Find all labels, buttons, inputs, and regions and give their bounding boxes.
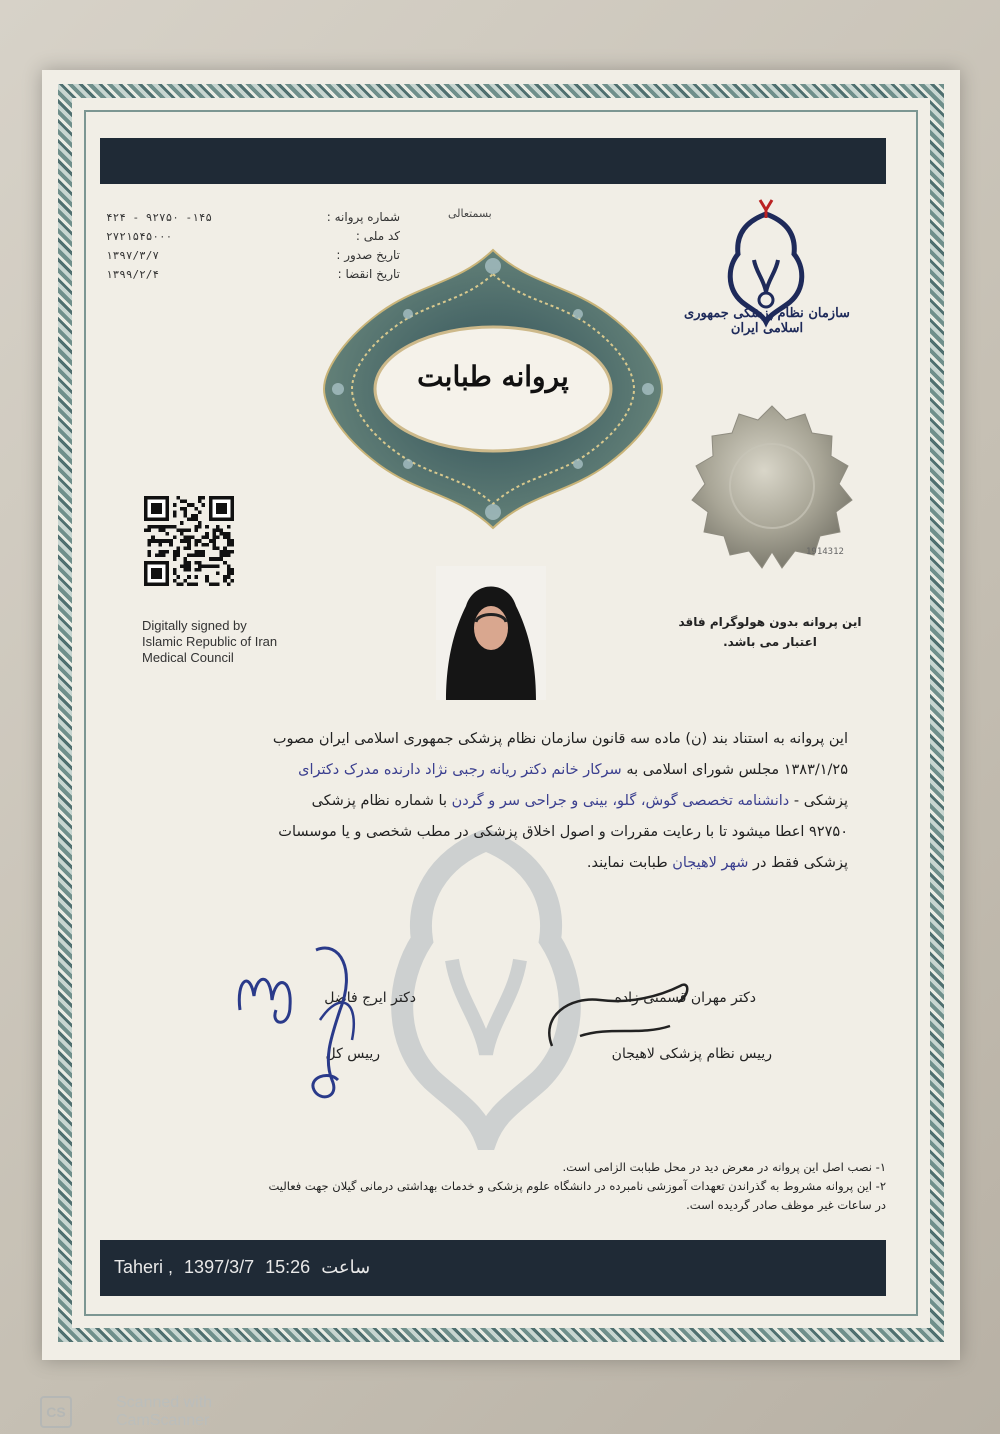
digital-sign-line2: Islamic Republic of Iran (142, 634, 278, 649)
qr-code (144, 496, 234, 586)
signature-right-icon (540, 966, 700, 1076)
body-line-3-a: پزشکی - (789, 793, 848, 809)
certificate-title: پروانه طبابت (417, 360, 569, 393)
meta-label-issue-date: تاریخ صدور : (336, 248, 400, 262)
digital-sign-line3: Medical Council (142, 650, 234, 665)
digital-sign-line1: Digitally signed by (142, 618, 247, 633)
body-line-5 (154, 848, 848, 879)
signatory-right-name: دکتر مهران قسمتی زاده (614, 990, 756, 1006)
issue-date-stamp: 1397/3/7 (184, 1257, 255, 1277)
body-line-5-c: طبابت نمایند. (586, 855, 673, 871)
meta-value-national-id: ۲۷۲۱۵۴۵۰۰۰ (106, 230, 173, 243)
specialty: دانشنامه تخصصی گوش، گلو، بینی و جراحی سر و گردن (451, 793, 790, 809)
note-2: ۲- این پروانه مشروط به گذراندن تعهدات آموزشی نامبرده در دانشگاه علوم پزشکی و خدمات بهداشتی درمانی گیلان جهت فعالیت (268, 1179, 886, 1193)
digital-signature-note (142, 618, 342, 666)
body-line-1: این پروانه به استناد بند (ن) ماده سه قانون سازمان نظام پزشکی جمهوری اسلامی ایران مصوب (272, 731, 848, 747)
meta-label-license-number: شماره پروانه : (326, 210, 400, 224)
body-line-3 (154, 786, 848, 817)
medical-council-name: سازمان نظام پزشکی جمهوری اسلامی ایران (684, 306, 850, 336)
hologram-note-line2: اعتبار می باشد. (723, 635, 817, 649)
note-3: در ساعات غیر موظف صادر گردیده است. (686, 1198, 886, 1212)
top-dark-bar (100, 138, 886, 184)
time-label: ساعت (321, 1257, 371, 1277)
body-line-3-c: با شماره نظام پزشکی (311, 793, 452, 809)
body-line-2 (154, 755, 848, 786)
license-meta-values (106, 208, 266, 284)
hologram-seal-icon (682, 402, 862, 582)
practice-city: شهر لاهیجان (672, 855, 749, 871)
signatory-left-name: دکتر ایرج فاضل (324, 990, 416, 1006)
signatory-left-title: رییس کل (325, 1046, 380, 1062)
hologram-validity-note (660, 612, 880, 652)
body-line-2-a: ۱۳۸۳/۱/۲۵ مجلس شورای اسلامی به (621, 762, 848, 778)
meta-value-license-number: ۴۲۴ - ۹۲۷۵۰ -۱۴۵ (106, 211, 212, 224)
body-line-5-a: پزشکی فقط در (748, 855, 848, 871)
meta-value-expiry-date: ۱۳۹۹/۲/۴ (106, 268, 159, 281)
camscanner-watermark (40, 1396, 276, 1430)
note-1: ۱- نصب اصل این پروانه در معرض دید در محل طبابت الزامی است. (562, 1160, 886, 1174)
camscanner-line1: Scanned with (116, 1394, 213, 1411)
holder-portrait-photo (436, 566, 546, 700)
meta-label-national-id: کد ملی : (355, 229, 400, 243)
meta-label-expiry-date: تاریخ انقضا : (337, 267, 400, 281)
camscanner-line2: CamScanner (116, 1412, 210, 1429)
certificate-notes (116, 1158, 886, 1215)
issuance-stamp (114, 1257, 376, 1278)
bottom-dark-bar (100, 1240, 886, 1296)
meta-value-issue-date: ۱۳۹۷/۳/۷ (106, 249, 159, 262)
operator-name: Taheri , (114, 1257, 174, 1277)
issue-time: 15:26 (265, 1257, 311, 1277)
body-line-4: ۹۲۷۵۰ اعطا میشود تا با رعایت مقررات و اصول اخلاق پزشکی در مطب شخصی و یا موسسات (278, 824, 848, 840)
hologram-serial: 1914312 (806, 547, 844, 557)
holder-name: سرکار خانم دکتر ریانه رجبی نژاد دارنده مدرک دکترای (298, 762, 622, 778)
header-bismillah: بسمتعالی (448, 207, 492, 220)
signature-left-icon (220, 930, 370, 1110)
hologram-note-line1: این پروانه بدون هولوگرام فاقد (678, 615, 862, 629)
signatory-right-title: رییس نظام پزشکی لاهیجان (611, 1046, 772, 1062)
certificate-body-text (154, 724, 848, 879)
camscanner-icon: CS (40, 1396, 72, 1428)
